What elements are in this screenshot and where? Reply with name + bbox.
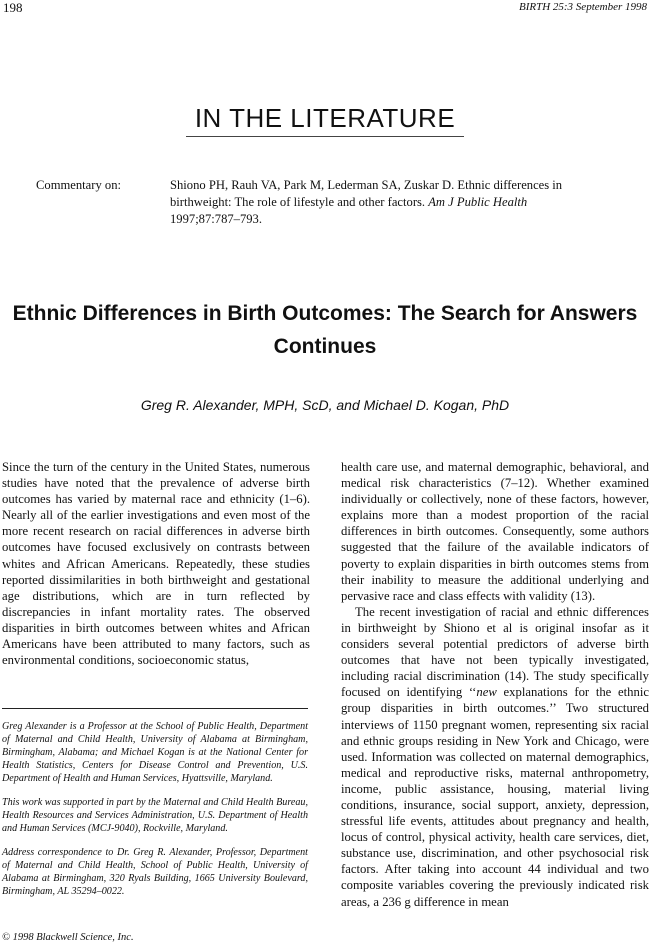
footnote-funding: This work was supported in part by the Maternal and Child Health Bureau, Health Resources and Services Administration, U.S. Department of Health and Human Services (MCJ-9040), Rockville, Maryland. [2, 797, 308, 834]
reference-citation: 1997;87:787–793. [170, 212, 263, 226]
footnotes [2, 720, 308, 909]
emphasis-text: new [476, 685, 497, 700]
page-number: 198 [3, 0, 23, 15]
section-heading-rule [186, 136, 464, 137]
paragraph-text: The recent investigation of racial and ethnic differences in birthweight by Shiono et al is original insofar as it considers several potential predictors of adverse birth outcomes that have not been typically investigated, including racial discrimination (14). The study specifically focused on identifying ‘‘ [341, 604, 649, 700]
running-head: BIRTH 25:3 September 1998 [518, 1, 647, 13]
reference-journal: Am J Public Health [428, 195, 528, 209]
footnote-correspondence: Address correspondence to Dr. Greg R. Alexander, Professor, Department of Maternal and Child Health, School of Public Health, University of Alabama at Birmingham, 320 Ryals Building, 1665 University Boulevard, Birmingham, AL 35294–0022. [2, 847, 308, 897]
body-paragraph [341, 604, 649, 910]
commentary-label: Commentary on: [36, 178, 121, 192]
article-title: Ethnic Differences in Birth Outcomes: The Search for Answers Continues [12, 302, 638, 358]
copyright-notice: © 1998 Blackwell Science, Inc. [2, 932, 134, 943]
reference-text: Shiono PH, Rauh VA, Park M, Lederman SA, Zuskar D. Ethnic differences in birthweight: The role of lifestyle and other factors. [170, 178, 563, 209]
body-paragraph: health care use, and maternal demographic, behavioral, and medical risk characteristics (7–12). Whether examined individually or collectively, none of these factors, however, explains more than a modest proportion of the racial differences in birth outcomes. Consequently, some authors suggested that the failure of the available indicators of poverty to explain disparities in birth outcomes stems from their inability to measure the additional underlying and pervasive race and class effects with validity (13). [341, 460, 649, 603]
right-column [341, 459, 649, 910]
paragraph-text: explanations for the ethnic group disparities in birth outcomes.’’ Two structured interviews of 1150 pregnant women, representing six racial and ethnic groups residing in New York and Chicago, were used. Information was collected on maternal demographics, medical and reproductive risks, maternal anthropometry, income, public assistance, housing, material living conditions, insurance, social support, anxiety, depression, stressful life events, attitudes about pregnancy and health, locus of control, physical activity, health care services, diet, substance use, discrimination, and other psychosocial risk factors. After taking into account 44 individual and two composite variables covering the previously indicated risk areas, a 236 g difference in mean [341, 685, 650, 909]
footnote-affiliation: Greg Alexander is a Professor at the School of Public Health, Department of Maternal and Child Health, University of Alabama at Birmingham, Birmingham, Alabama; and Michael Kogan is at the National Center for Health Statistics, Centers for Disease Control and Prevention, U.S. Department of Health and Human Services, Hyattsville, Maryland. [2, 721, 308, 784]
body-paragraph: Since the turn of the century in the United States, numerous studies have noted that the prevalence of adverse birth outcomes has varied by maternal race and ethnicity (1–6). Nearly all of the earlier investigations and even most of the more recent research on racial differences in adverse birth outcomes have focused exclusively on contrasts between whites and African Americans. Repeatedly, these studies reported dissimilarities in both birthweight and gestational age distributions, which are in turn reflected by discrepancies in infant mortality rates. The observed disparities in birth outcomes between whites and African Americans have been attributed to many factors, such as environmental conditions, socioeconomic status, [2, 460, 310, 668]
footnote-divider [2, 708, 308, 709]
commentary-reference [170, 177, 600, 228]
section-heading: IN THE LITERATURE [194, 103, 456, 133]
left-column [2, 459, 310, 668]
article-authors: Greg R. Alexander, MPH, ScD, and Michael D. Kogan, PhD [140, 397, 510, 413]
